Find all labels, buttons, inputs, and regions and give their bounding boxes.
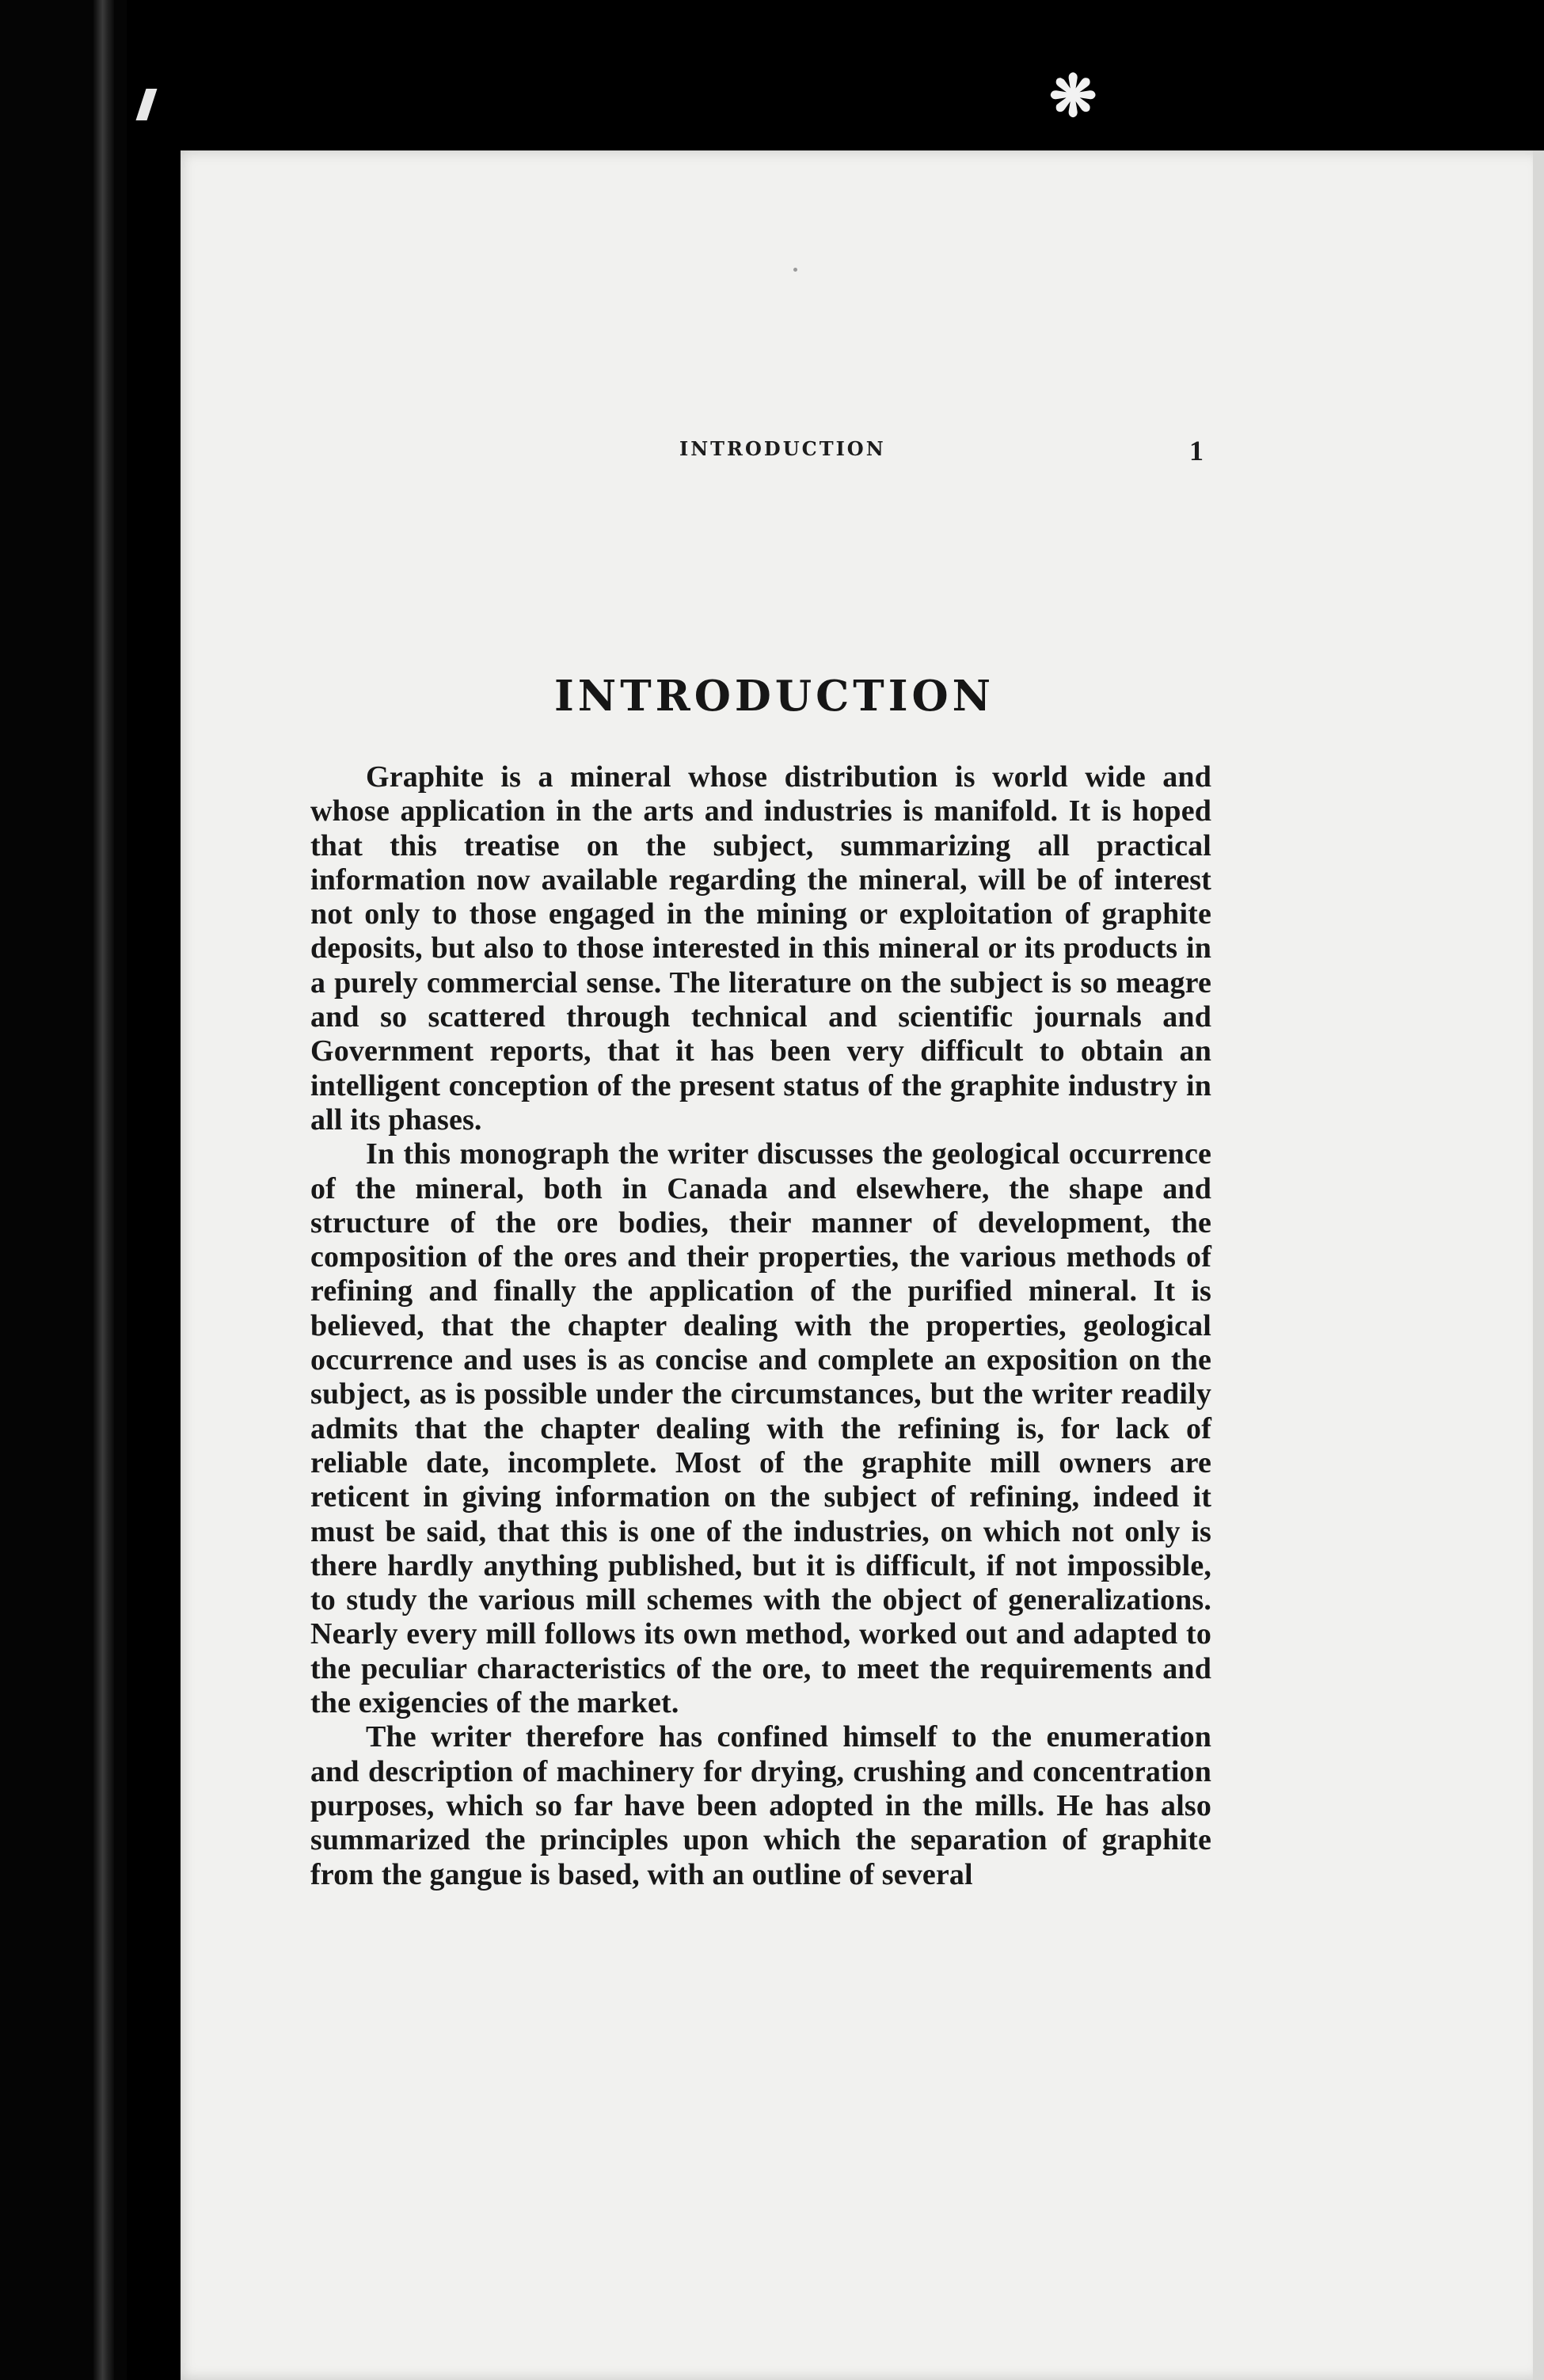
paragraph: In this monograph the writer discusses the geological occurrence of the mineral, both in Canada and elsewhere, the shape and structure of the ore bodies, their manner of development, the composition of the ores and their properties, the various methods of refining and finally the application of the purified mineral. It is believed, that the chapter dealing with the properties, geological occurrence and uses is as concise and complete an exposition on the subject, as is possible under the circumstances, but the writer readily admits that the chapter dealing with the refining is, for lack of reliable date, incomplete. Most of the graphite mill owners are reticent in giving information on the subject of refining, indeed it must be said, that this is one of the industries, on which not only is there hardly anything published, but it is difficult, if not impossible, to study the various mill schemes with the object of generalizations. Nearly every mill follows its own method, worked out and adapted to the peculiar characteristics of the ore, to meet the requirements and the exigencies of the market. xyxy=(310,1137,1211,1720)
running-head: INTRODUCTION xyxy=(679,437,886,460)
page-right-edge xyxy=(1533,150,1544,2380)
paragraph: The writer therefore has confined himself to the enumeration and description of machinery for drying, crushing and concentration purposes, which so far have been adopted in the mills. He has also summarized the principles upon which the separation of graphite from the gangue is based, with an outline of several xyxy=(310,1720,1211,1891)
body-text xyxy=(310,760,1211,1892)
page-speck xyxy=(793,268,797,272)
scan-blot: ❋ xyxy=(1049,62,1097,129)
chapter-title: INTRODUCTION xyxy=(554,672,995,721)
paragraph: Graphite is a mineral whose distribution is world wide and whose application in the arts and industries is manifold. It is hoped that this treatise on the subject, summarizing all practical information now available regarding the mineral, will be of interest not only to those engaged in the mining or exploitation of graphite deposits, but also to those interested in this mineral or its products in a purely commercial sense. The literature on the subject is so meagre and so scattered through technical and scientific journals and Government reports, that it has been very difficult to obtain an intelligent conception of the present status of the graphite industry in all its phases. xyxy=(310,760,1211,1137)
scan-mark xyxy=(136,89,158,120)
page-gutter xyxy=(93,0,114,2380)
page-number: 1 xyxy=(1189,435,1204,466)
